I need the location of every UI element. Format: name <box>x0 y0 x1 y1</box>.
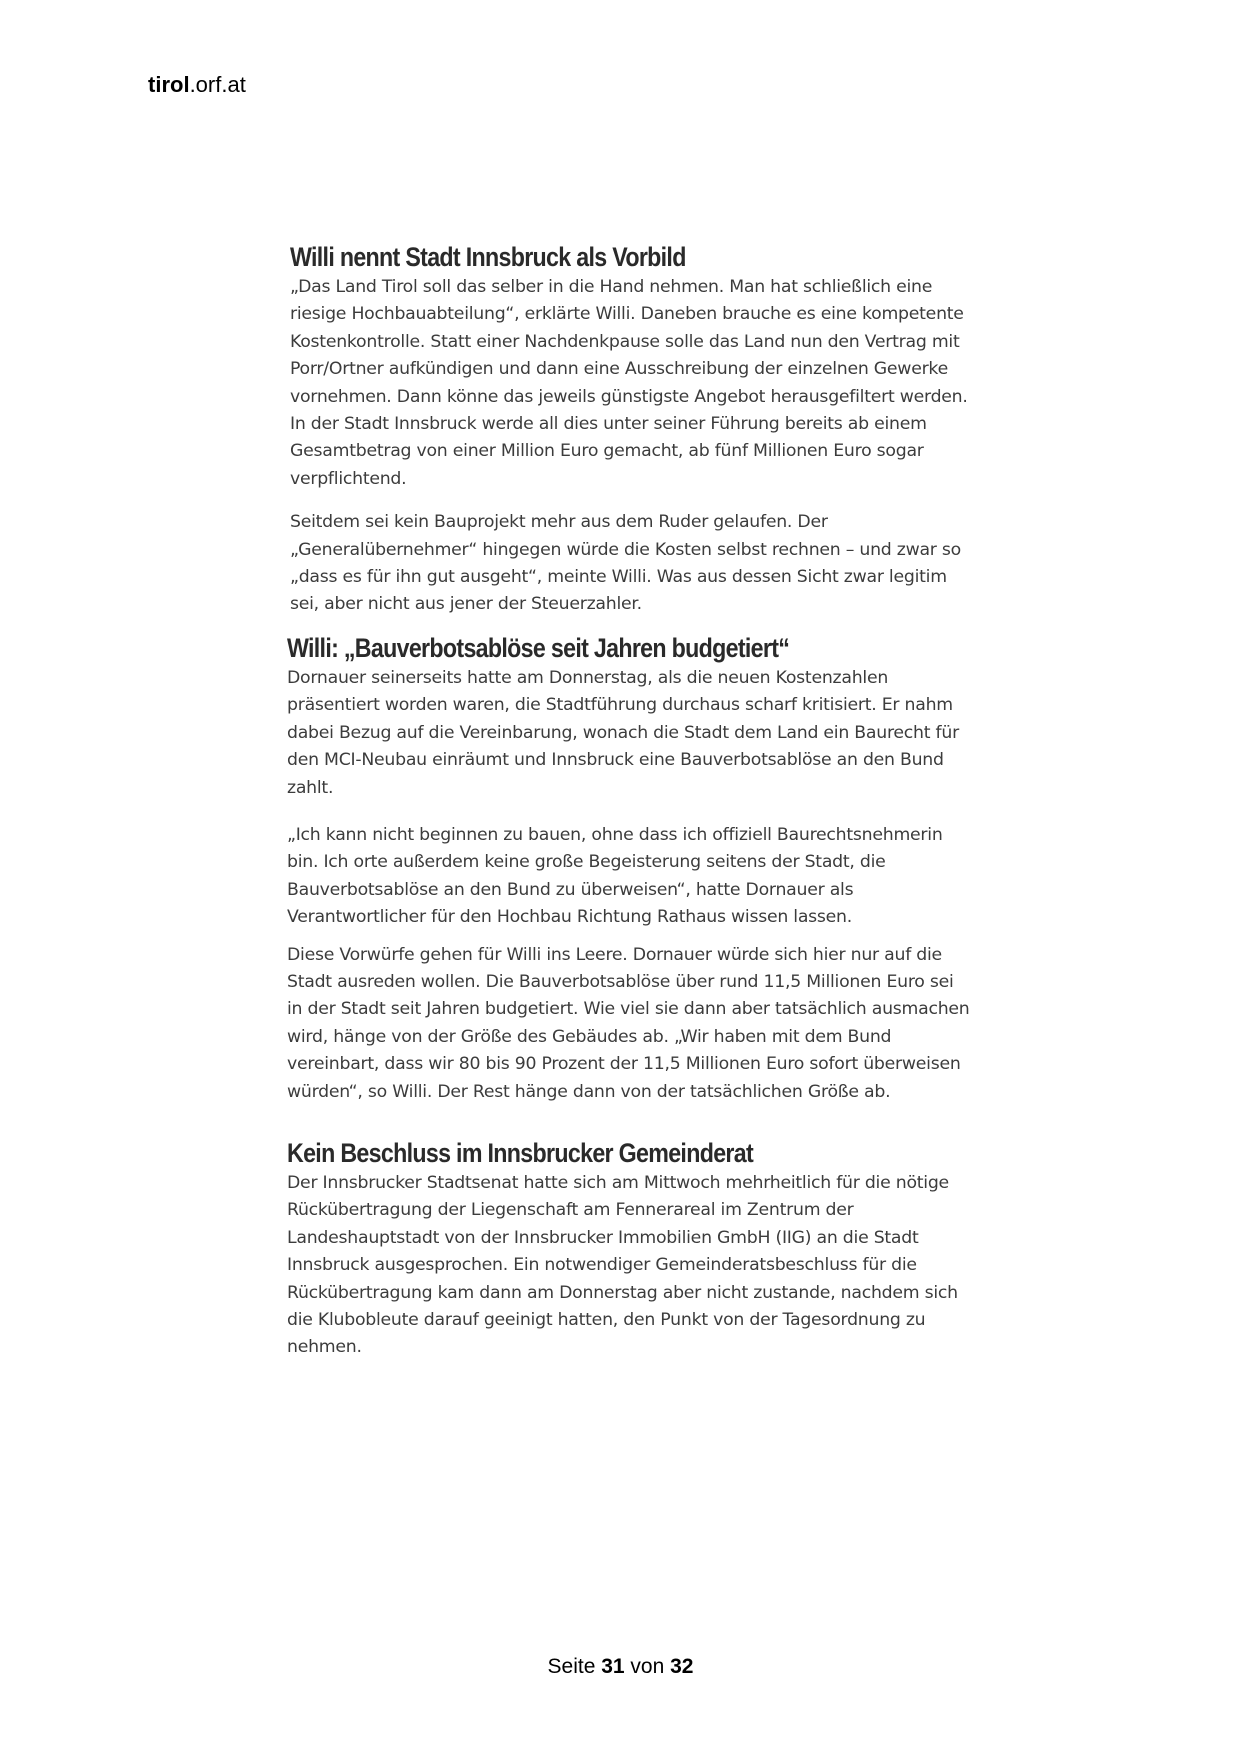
current-page-number: 31 <box>601 1655 625 1678</box>
section-heading: Kein Beschluss im Innsbrucker Gemeinderat <box>287 1137 754 1168</box>
page-label-prefix: Seite <box>547 1655 602 1678</box>
paragraph: Dornauer seinerseits hatte am Donnerstag, als die neuen Kostenzahlen präsentiert worden waren, die Stadtführung durchaus scharf kritisiert. Er nahm dabei Bezug auf die Vereinbarung, wonach die Stadt dem Land ein Baurecht für den MCI-Neubau einräumt und Innsbruck eine Bauverbotsablöse an den Bund zahlt. <box>287 667 959 798</box>
article-body <box>287 240 970 1362</box>
paragraph: „Das Land Tirol soll das selber in die Hand nehmen. Man hat schließlich eine riesige Hochbauabteilung“, erklärte Willi. Daneben brauche es eine kompetente Kostenkontrolle. Statt einer Nachdenkpause solle das Land nun den Vertrag mit Porr/Ortner aufkündigen und dann eine Ausschreibung der einzelnen Gewerke vornehmen. Dann könne das jeweils günstigste Angebot herausgefiltert werden. In der Stadt Innsbruck werde all dies unter seiner Führung bereits ab einem Gesamtbetrag von einer Million Euro gemacht, ab fünf Millionen Euro sogar verpflichtend. <box>290 277 968 489</box>
paragraph: Seitdem sei kein Bauprojekt mehr aus dem Ruder gelaufen. Der „Generalübernehmer“ hingegen würde die Kosten selbst rechnen – und zwar so „dass es für ihn gut ausgeht“, meinte Willi. Was aus dessen Sicht zwar legitim sei, aber nicht aus jener der Steuerzahler. <box>290 512 961 615</box>
paragraph: „Ich kann nicht beginnen zu bauen, ohne dass ich offiziell Baurechtsnehmerin bin. Ich orte außerdem keine große Begeisterung seitens der Stadt, die Bauverbotsablöse an den Bund zu überweisen“, hatte Dornauer als Verantwortlicher für den Hochbau Richtung Rathaus wissen lassen. <box>287 824 943 928</box>
section-heading: Willi nennt Stadt Innsbruck als Vorbild <box>290 242 686 272</box>
page-footer <box>0 1655 1241 1679</box>
section-heading: Willi: „Bauverbotsablöse seit Jahren budgetiert“ <box>287 632 790 663</box>
paragraph: Diese Vorwürfe gehen für Willi ins Leere. Dornauer würde sich hier nur auf die Stadt ausreden wollen. Die Bauverbotsablöse über rund 11,5 Millionen Euro sei in der Stadt seit Jahren budgetiert. Wie viel sie dann aber tatsächlich ausmachen wird, hänge von der Größe des Gebäudes ab. „Wir haben mit dem Bund vereinbart, dass wir 80 bis 90 Prozent der 11,5 Millionen Euro sofort überweisen würden“, so Willi. Der Rest hänge dann von der tatsächlichen Größe ab. <box>287 944 970 1102</box>
paragraph: Der Innsbrucker Stadtsenat hatte sich am Mittwoch mehrheitlich für die nötige Rückübertragung der Liegenschaft am Fennerareal im Zentrum der Landeshauptstadt von der Innsbrucker Immobilien GmbH (IIG) an die Stadt Innsbruck ausgesprochen. Ein notwendiger Gemeinderatsbeschluss für die Rückübertragung kam dann am Donnerstag aber nicht zustande, nachdem sich die Klubobleute darauf geeinigt hatten, den Punkt von der Tagesordnung zu nehmen. <box>287 1172 958 1358</box>
site-name-domain: .orf.at <box>189 72 246 97</box>
site-name-bold: tirol <box>148 72 190 97</box>
site-header <box>148 72 246 98</box>
page-label-middle: von <box>624 1655 671 1678</box>
total-pages-number: 32 <box>670 1655 694 1678</box>
